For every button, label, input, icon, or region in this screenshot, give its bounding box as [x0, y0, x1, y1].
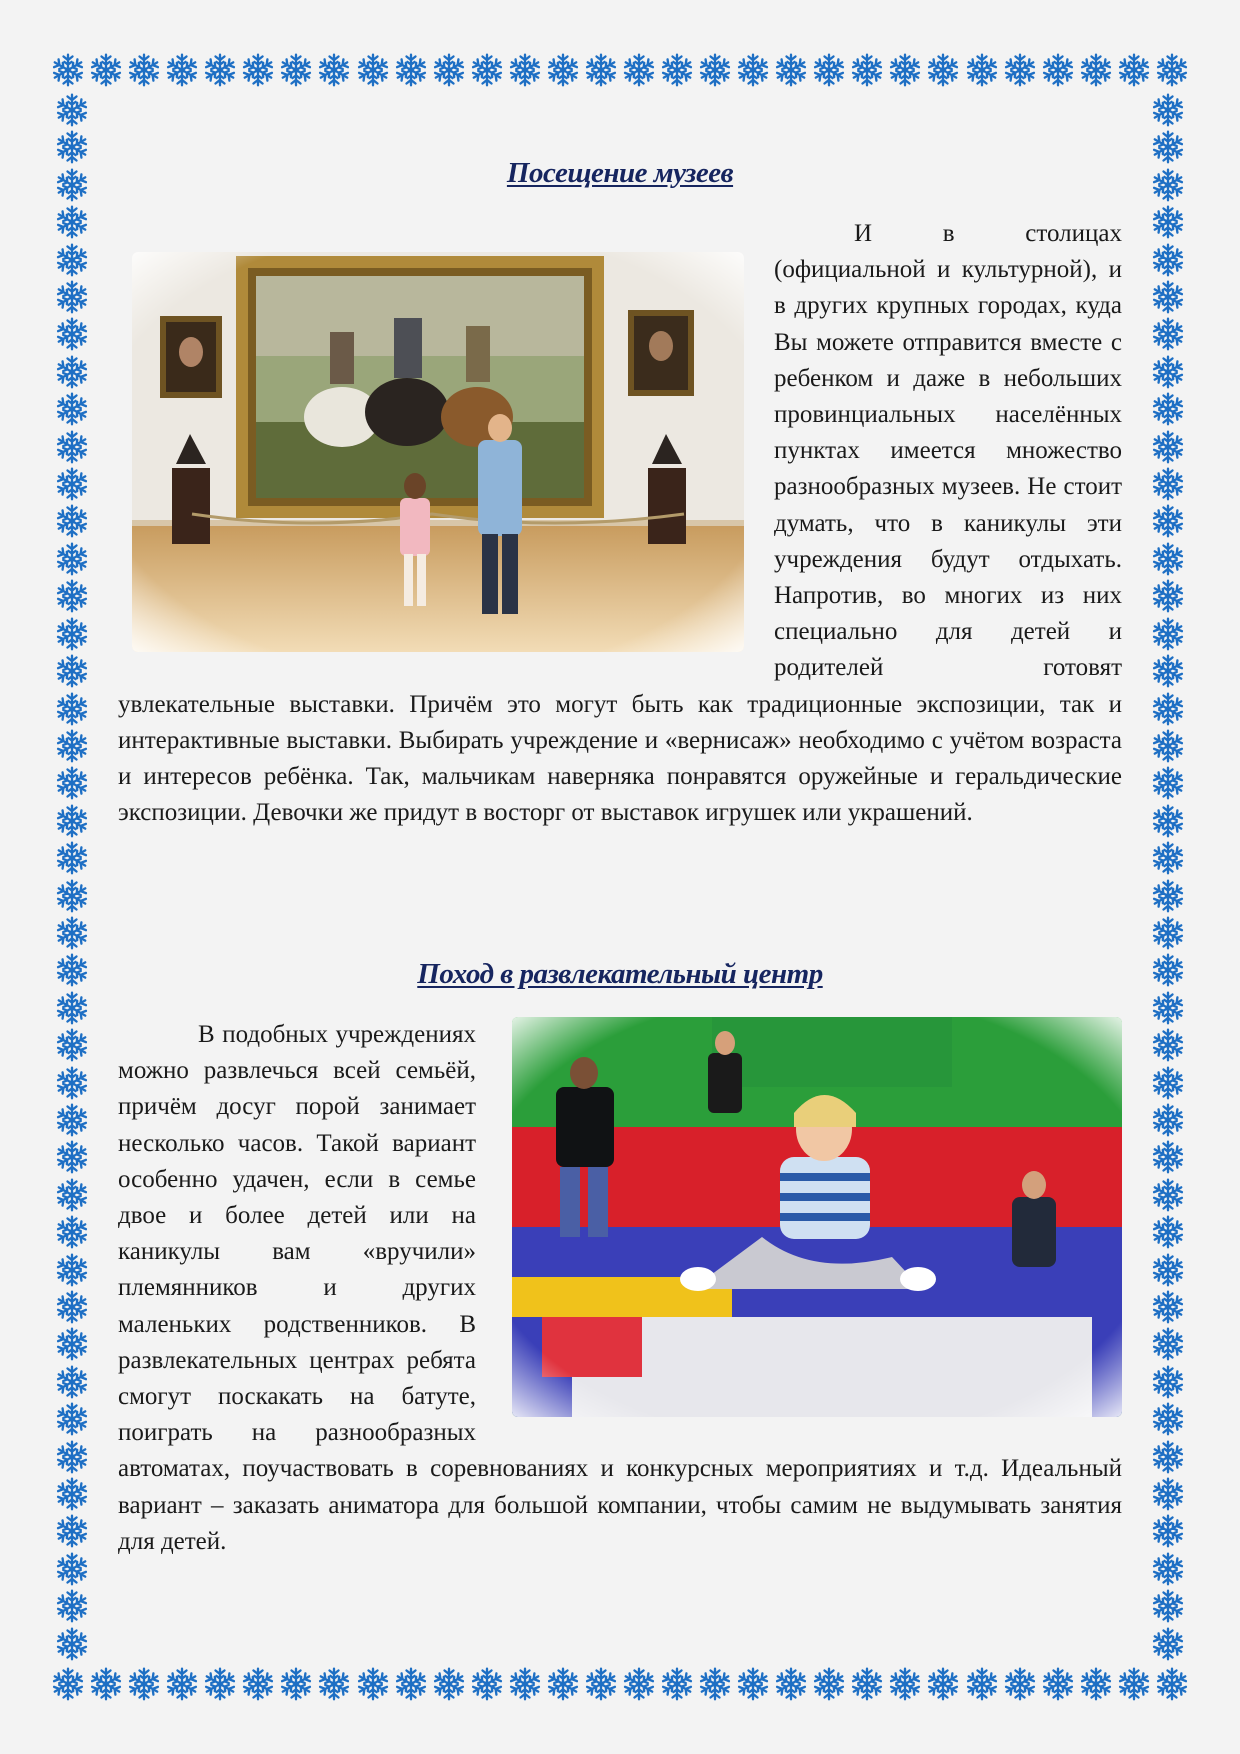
snowflake-icon [1150, 765, 1186, 801]
snowflake-icon [54, 167, 90, 203]
snowflake-icon [545, 1666, 581, 1702]
snowflake-icon [54, 316, 90, 352]
snowflake-icon [811, 1666, 847, 1702]
snowflake-icon [54, 1401, 90, 1437]
snowflake-icon [54, 1214, 90, 1250]
section-body-entertainment-center [118, 1017, 1122, 1560]
snowflake-icon [1150, 503, 1186, 539]
snowflake-icon [54, 204, 90, 240]
snowflake-icon [1150, 1513, 1186, 1549]
snowflake-icon [316, 1666, 352, 1702]
snowflake-icon [1150, 1252, 1186, 1288]
snowflake-icon [54, 1626, 90, 1662]
snowflake-icon [54, 466, 90, 502]
snowflake-icon [1150, 1177, 1186, 1213]
snowflake-icon [355, 1666, 391, 1702]
snowflake-icon [621, 52, 657, 88]
snowflake-icon [1150, 1326, 1186, 1362]
paragraph-museums: И в столицах (официальной и культурной), и в других крупных городах, куда Вы можете отправится вместе с ребенком и даже в небольших провинциальных населённых пунктах имеется множество разнообразных музеев. Не стоит думать, что в каникулы эти учреждения будут отдыхать. Напротив, во многих из них специально для детей и родителей готовят увлекательные выставки. Причём это могут быть как традиционные экспозиции, так и интерактивные выставки. Выбирать учреждение и «вернисаж» необходимо с учётом возраста и интересов ребёнка. Так, мальчикам наверняка понравятся оружейные и геральдические экспозиции. Девочки же придут в восторг от выставок игрушек или украшений. [118, 220, 1122, 827]
snowflake-icon [469, 1666, 505, 1702]
snowflake-icon [1002, 52, 1038, 88]
snowflake-icon [431, 1666, 467, 1702]
snowflake-icon [925, 1666, 961, 1702]
snowflake-icon [1078, 1666, 1114, 1702]
snowflake-icon [1150, 129, 1186, 165]
snowflake-icon [1002, 1666, 1038, 1702]
snowflake-icon [1150, 1439, 1186, 1475]
snowflake-icon [659, 1666, 695, 1702]
snowflake-icon [1150, 1364, 1186, 1400]
snowflake-icon [54, 803, 90, 839]
snowflake-icon [54, 129, 90, 165]
frame-right-border [1146, 92, 1190, 1662]
section-body-museums [118, 216, 1122, 831]
snowflake-icon [1150, 466, 1186, 502]
snowflake-icon [240, 1666, 276, 1702]
snowflake-icon [811, 52, 847, 88]
snowflake-icon [1150, 391, 1186, 427]
snowflake-icon [1150, 279, 1186, 315]
snowflake-icon [1150, 316, 1186, 352]
snowflake-icon [1040, 52, 1076, 88]
snowflake-icon [202, 52, 238, 88]
snowflake-icon [240, 52, 276, 88]
snowflake-icon [1154, 52, 1190, 88]
snowflake-icon [88, 1666, 124, 1702]
snowflake-icon [1150, 691, 1186, 727]
snowflake-icon [1150, 1401, 1186, 1437]
snowflake-icon [773, 52, 809, 88]
snowflake-icon [54, 915, 90, 951]
snowflake-icon [1150, 653, 1186, 689]
snowflake-icon [849, 52, 885, 88]
snowflake-icon [469, 52, 505, 88]
snowflake-icon [202, 1666, 238, 1702]
snowflake-icon [887, 52, 923, 88]
snowflake-icon [1150, 1551, 1186, 1587]
snowflake-icon [393, 1666, 429, 1702]
snowflake-icon [54, 1289, 90, 1325]
snowflake-icon [126, 1666, 162, 1702]
snowflake-icon [54, 653, 90, 689]
snowflake-icon [1150, 1289, 1186, 1325]
snowflake-icon [964, 52, 1000, 88]
snowflake-icon [583, 52, 619, 88]
snowflake-icon [54, 242, 90, 278]
snowflake-icon [1150, 429, 1186, 465]
snowflake-icon [50, 1666, 86, 1702]
snowflake-icon [54, 503, 90, 539]
snowflake-icon [1150, 616, 1186, 652]
snowflake-icon [54, 1102, 90, 1138]
snowflake-icon [735, 1666, 771, 1702]
snowflake-icon [773, 1666, 809, 1702]
snowflake-icon [54, 691, 90, 727]
paragraph-entertainment-center: В подобных учреждениях можно развлечься всей семьёй, причём досуг порой занимает несколько часов. Такой вариант особенно удачен, если в семье двое и более детей или на каникулы вам «вручили» племянников и других маленьких родственников. В развлекательных центрах ребята смогут поскакать на батуте, поиграть на разнообразных автоматах, поучаствовать в соревнованиях и конкурсных мероприятиях и т.д. Идеальный вариант – заказать аниматора для большой компании, чтобы самим не выдумывать занятия для детей. [118, 1021, 1122, 1555]
snowflake-icon [1150, 1214, 1186, 1250]
snowflake-icon [54, 429, 90, 465]
snowflake-icon [507, 1666, 543, 1702]
snowflake-icon [1150, 92, 1186, 128]
snowflake-icon [164, 1666, 200, 1702]
snowflake-icon [1150, 952, 1186, 988]
snowflake-icon [54, 541, 90, 577]
snowflake-icon [1154, 1666, 1190, 1702]
snowflake-icon [1150, 541, 1186, 577]
snowflake-icon [1150, 990, 1186, 1026]
snowflake-icon [1150, 242, 1186, 278]
snowflake-icon [925, 52, 961, 88]
snowflake-icon [964, 1666, 1000, 1702]
snowflake-icon [1150, 578, 1186, 614]
snowflake-icon [393, 52, 429, 88]
snowflake-icon [849, 1666, 885, 1702]
snowflake-icon [1150, 878, 1186, 914]
snowflake-icon [1150, 354, 1186, 390]
snowflake-icon [1150, 1065, 1186, 1101]
snowflake-icon [54, 1476, 90, 1512]
snowflake-icon [1150, 1102, 1186, 1138]
snowflake-icon [1150, 1027, 1186, 1063]
snowflake-icon [54, 840, 90, 876]
section-title-entertainment-center: Поход в развлекательный центр [417, 958, 823, 990]
snowflake-icon [1150, 1626, 1186, 1662]
snowflake-icon [659, 52, 695, 88]
snowflake-icon [164, 52, 200, 88]
snowflake-icon [697, 52, 733, 88]
snowflake-icon [126, 52, 162, 88]
snowflake-icon [54, 1065, 90, 1101]
snowflake-icon [621, 1666, 657, 1702]
snowflake-icon [54, 92, 90, 128]
snowflake-icon [1150, 803, 1186, 839]
snowflake-icon [1150, 167, 1186, 203]
snowflake-icon [54, 952, 90, 988]
snowflake-icon [1078, 52, 1114, 88]
snowflake-icon [431, 52, 467, 88]
museum-photo [132, 252, 744, 652]
snowflake-icon [278, 1666, 314, 1702]
snowflake-icon [54, 391, 90, 427]
frame-bottom-border [50, 1662, 1190, 1706]
snowflake-icon [54, 354, 90, 390]
snowflake-icon [54, 1364, 90, 1400]
snowflake-icon [54, 1513, 90, 1549]
snowflake-icon [1040, 1666, 1076, 1702]
frame-left-border [50, 92, 94, 1662]
snowflake-icon [54, 1326, 90, 1362]
snowflake-icon [1150, 840, 1186, 876]
snowflake-icon [355, 52, 391, 88]
snowflake-icon [54, 578, 90, 614]
snowflake-icon [1150, 1139, 1186, 1175]
snowflake-icon [507, 52, 543, 88]
snowflake-icon [1150, 204, 1186, 240]
snowflake-icon [54, 1252, 90, 1288]
section-title-museums: Посещение музеев [506, 157, 734, 189]
frame-top-border [50, 48, 1190, 92]
snowflake-icon [54, 1439, 90, 1475]
snowflake-icon [88, 52, 124, 88]
trampoline-photo [512, 1017, 1122, 1417]
snowflake-icon [54, 1551, 90, 1587]
snowflake-icon [887, 1666, 923, 1702]
snowflake-icon [1116, 1666, 1152, 1702]
snowflake-icon [735, 52, 771, 88]
snowflake-icon [54, 728, 90, 764]
snowflake-icon [54, 1177, 90, 1213]
snowflake-icon [1150, 1588, 1186, 1624]
snowflake-icon [278, 52, 314, 88]
snowflake-icon [697, 1666, 733, 1702]
snowflake-icon [54, 878, 90, 914]
snowflake-icon [50, 52, 86, 88]
snowflake-icon [54, 990, 90, 1026]
snowflake-icon [545, 52, 581, 88]
snowflake-icon [1150, 915, 1186, 951]
snowflake-icon [316, 52, 352, 88]
snowflake-icon [54, 1139, 90, 1175]
snowflake-icon [583, 1666, 619, 1702]
snowflake-icon [54, 279, 90, 315]
snowflake-icon [1150, 1476, 1186, 1512]
snowflake-icon [54, 1588, 90, 1624]
snowflake-icon [1150, 728, 1186, 764]
snowflake-icon [54, 1027, 90, 1063]
snowflake-icon [1116, 52, 1152, 88]
snowflake-icon [54, 765, 90, 801]
snowflake-icon [54, 616, 90, 652]
